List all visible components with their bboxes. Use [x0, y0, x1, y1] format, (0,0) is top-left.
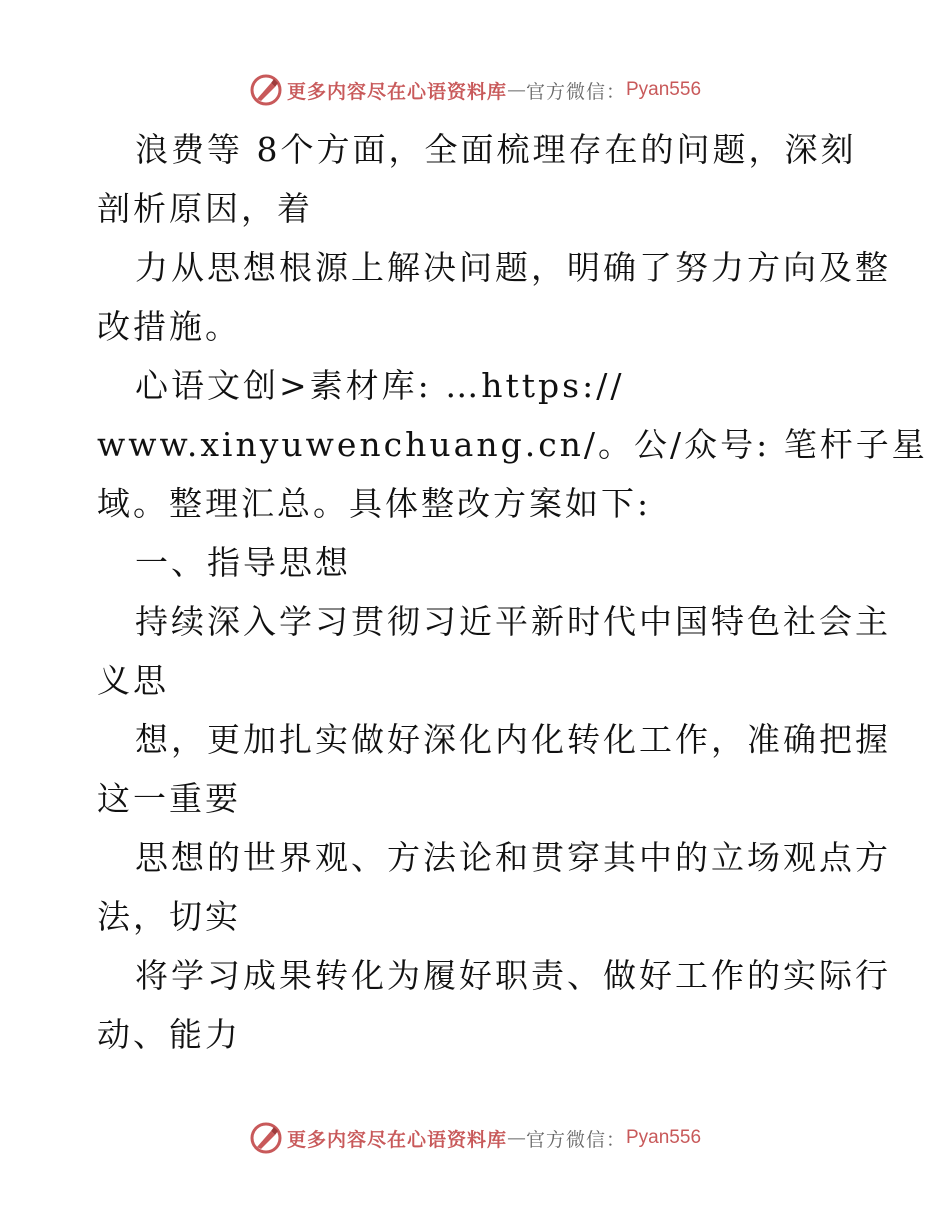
body-line: 心语文创>素材库: …https://	[135, 366, 625, 405]
body-line: 将学习成果转化为履好职责、做好工作的实际行	[135, 956, 891, 995]
header-banner-separator: —	[506, 79, 526, 101]
document-body	[97, 120, 928, 1064]
body-line: 域。整理汇总。具体整改方案如下:	[97, 484, 652, 523]
body-line: 力从思想根源上解决问题，明确了努力方向及整	[135, 248, 891, 287]
body-line: www.xinyuwenchuang.cn/。公/众号: 笔杆子星	[97, 425, 928, 464]
footer-banner-text: 更多内容尽在心语资料库	[286, 1128, 507, 1151]
footer-banner	[0, 1118, 950, 1158]
footer-banner-separator: —	[506, 1127, 526, 1149]
body-line: 动、能力	[97, 1015, 241, 1054]
pen-logo-icon	[249, 73, 283, 107]
body-line: 思想的世界观、方法论和贯穿其中的立场观点方	[135, 838, 891, 877]
header-banner	[0, 70, 950, 110]
body-line: 义思	[97, 661, 169, 700]
footer-wechat-label: 官方微信：	[525, 1128, 626, 1151]
header-wechat-id: Pyan556	[626, 79, 702, 100]
body-line: 法，切实	[97, 897, 241, 936]
body-line: 改措施。	[97, 307, 241, 346]
header-wechat-label: 官方微信：	[525, 80, 626, 103]
footer-wechat-id: Pyan556	[626, 1127, 702, 1148]
body-line: 浪费等 8个方面，全面梳理存在的问题，深刻	[135, 130, 857, 169]
body-line: 想，更加扎实做好深化内化转化工作，准确把握	[135, 720, 891, 759]
header-banner-text: 更多内容尽在心语资料库	[286, 80, 507, 103]
pen-logo-icon	[249, 1121, 283, 1155]
body-line: 剖析原因，着	[97, 189, 313, 228]
body-line: 这一重要	[97, 779, 241, 818]
body-line: 持续深入学习贯彻习近平新时代中国特色社会主	[135, 602, 891, 641]
section-heading: 一、指导思想	[135, 543, 351, 582]
